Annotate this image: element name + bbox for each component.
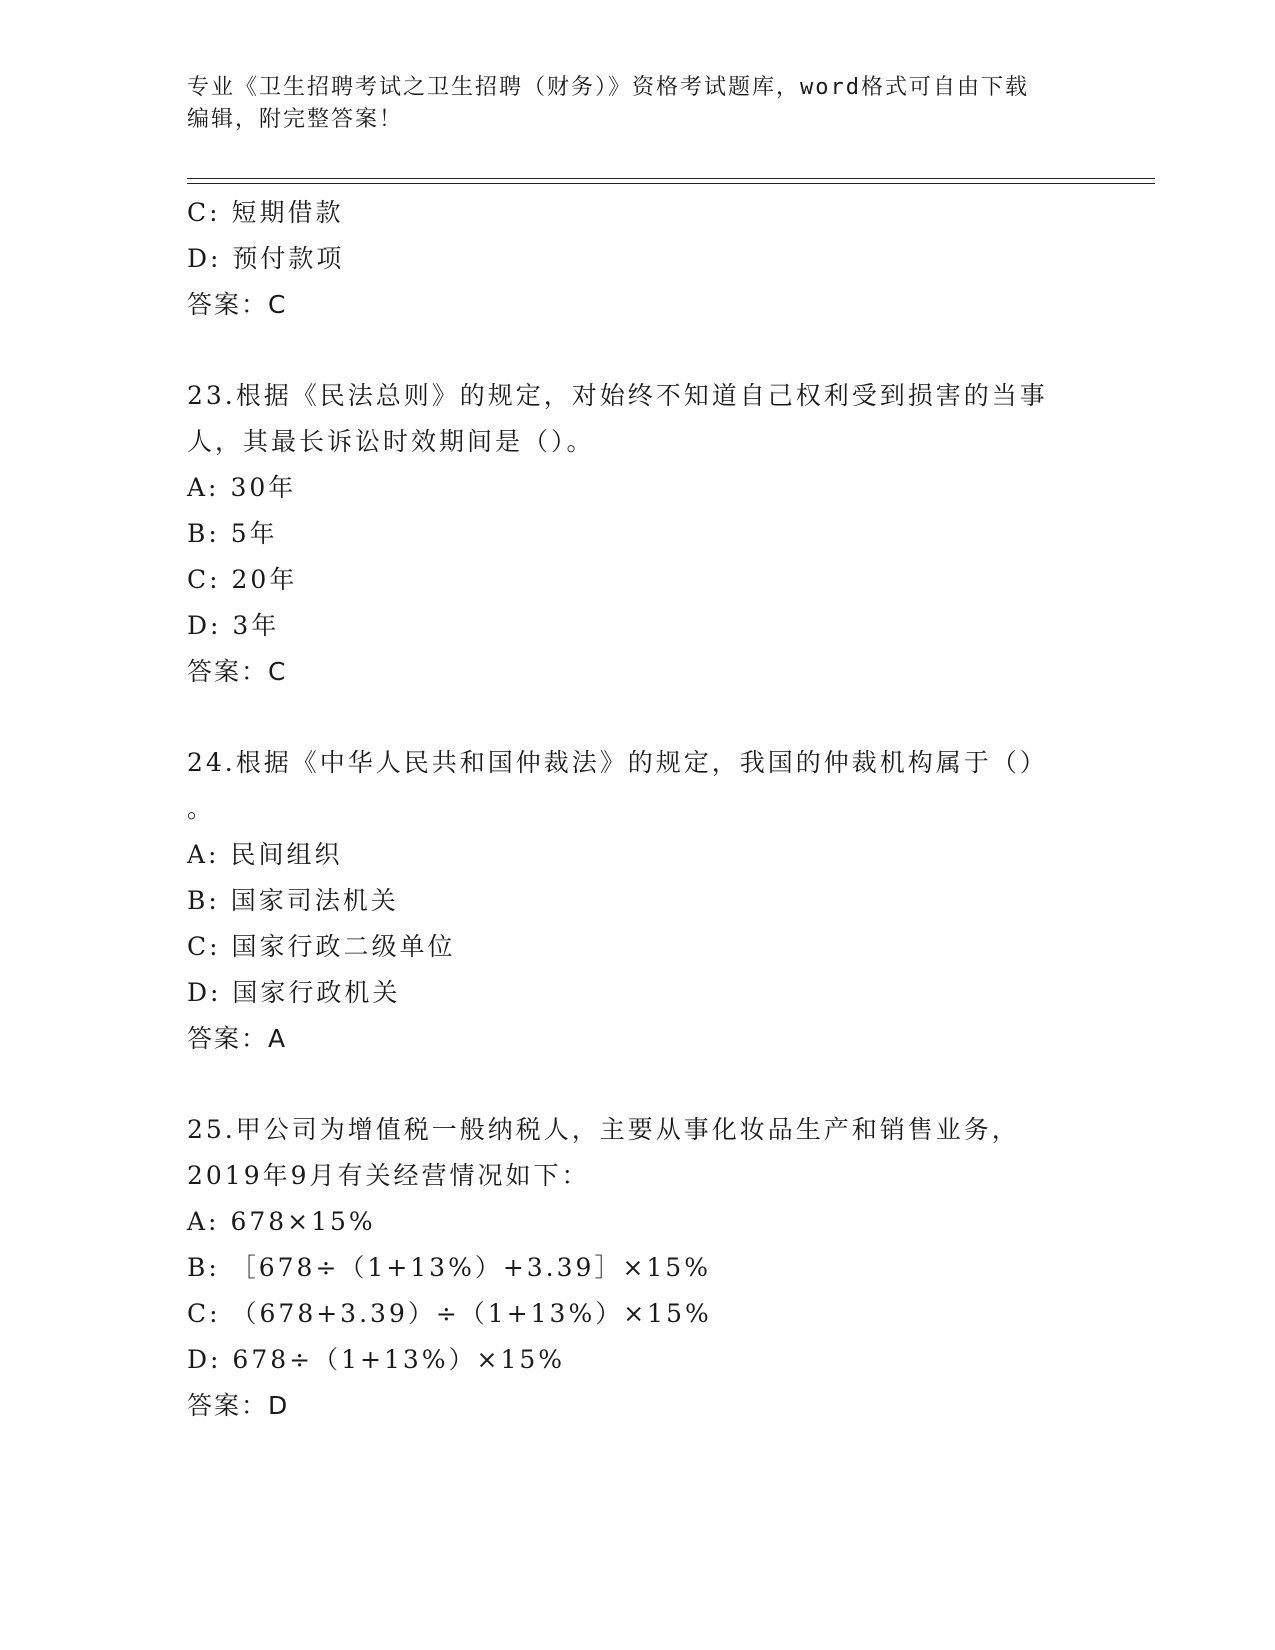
option-text: 5年 [230, 519, 278, 548]
option-label: C: [187, 932, 221, 961]
option-c [187, 190, 1087, 236]
option-label: A: [187, 840, 220, 869]
option-c [187, 1291, 1087, 1337]
option-label: D: [187, 1345, 222, 1374]
answer: 答案：D [187, 1391, 290, 1420]
option-text: 国家行政机关 [232, 978, 401, 1007]
header-line-1: 专业《卫生招聘考试之卫生招聘（财务）》资格考试题库，word格式可自由下载 [187, 75, 1029, 100]
answer: 答案：C [187, 290, 288, 319]
answer: 答案：A [187, 1024, 288, 1053]
option-label: B: [187, 519, 220, 548]
option-d [187, 1337, 1087, 1383]
option-a [187, 832, 1087, 878]
option-text: ［678÷（1+13%）+3.39］×15% [230, 1253, 711, 1282]
question-list [187, 190, 1087, 1429]
option-label: A: [187, 1207, 220, 1236]
question-stem-continued: 。 [187, 794, 216, 823]
option-text: 短期借款 [231, 198, 344, 227]
option-text: 国家司法机关 [230, 886, 399, 915]
question-stem: 24.根据《中华人民共和国仲裁法》的规定，我国的仲裁机构属于（） [187, 748, 1048, 777]
question-22 [187, 190, 1087, 328]
option-c [187, 557, 1087, 603]
option-label: D: [187, 978, 222, 1007]
question-stem: 25.甲公司为增值税一般纳税人，主要从事化妆品生产和销售业务， [187, 1115, 1020, 1144]
option-label: C: [187, 565, 221, 594]
option-text: 20年 [231, 565, 298, 594]
option-label: D: [187, 244, 222, 273]
option-label: C: [187, 198, 221, 227]
question-25 [187, 1107, 1087, 1429]
option-text: 国家行政二级单位 [231, 932, 456, 961]
option-d [187, 236, 1087, 282]
question-stem: 23.根据《民法总则》的规定，对始终不知道自己权利受到损害的当事 [187, 381, 1048, 410]
option-d [187, 970, 1087, 1016]
option-text: 678×15% [230, 1207, 376, 1236]
option-label: A: [187, 473, 220, 502]
page-header [187, 72, 1087, 136]
option-label: C: [187, 1299, 221, 1328]
option-text: 民间组织 [230, 840, 343, 869]
option-c [187, 924, 1087, 970]
option-a [187, 1199, 1087, 1245]
header-divider-top [187, 178, 1155, 179]
option-text: 预付款项 [232, 244, 345, 273]
header-line-2: 编辑，附完整答案！ [187, 107, 404, 132]
question-24 [187, 740, 1087, 1062]
option-text: 678÷（1+13%）×15% [232, 1345, 566, 1374]
question-stem-continued: 人，其最长诉讼时效期间是（）。 [187, 427, 595, 456]
option-text: （678+3.39）÷（1+13%）×15% [231, 1299, 712, 1328]
answer: 答案：C [187, 657, 288, 686]
option-d [187, 603, 1087, 649]
option-a [187, 465, 1087, 511]
option-label: B: [187, 886, 220, 915]
option-b [187, 878, 1087, 924]
header-divider-bottom [187, 183, 1155, 184]
question-stem-continued: 2019年9月有关经营情况如下： [187, 1161, 590, 1190]
option-label: B: [187, 1253, 220, 1282]
question-23 [187, 373, 1087, 695]
option-label: D: [187, 611, 222, 640]
option-text: 30年 [230, 473, 297, 502]
option-text: 3年 [232, 611, 280, 640]
option-b [187, 1245, 1087, 1291]
option-b [187, 511, 1087, 557]
